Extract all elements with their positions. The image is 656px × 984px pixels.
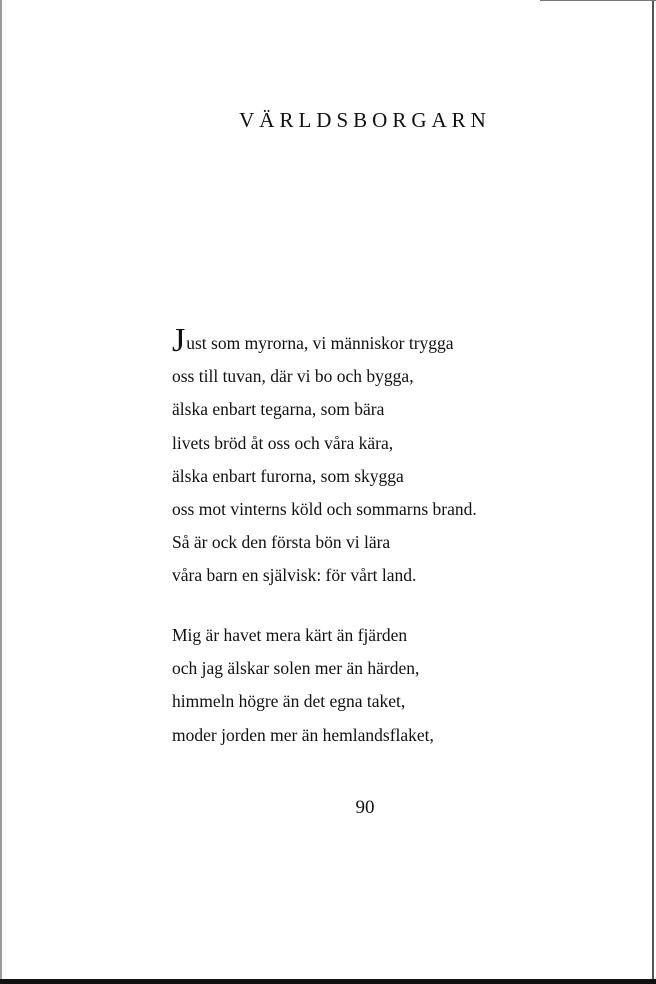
scan-edge-right <box>652 0 654 984</box>
poem-title: VÄRLDSBORGARN <box>239 108 491 132</box>
poem-line: oss mot vinterns köld och sommarns brand. <box>172 499 477 520</box>
stanza-1 <box>172 322 477 593</box>
poem-line: Så är ock den första bön vi lära <box>172 532 391 553</box>
stanza-2 <box>172 619 434 752</box>
drop-cap: J <box>172 322 186 359</box>
scan-edge-bottom <box>0 979 656 984</box>
poem-line: moder jorden mer än hemlandsflaket, <box>172 724 434 745</box>
poem-line: älska enbart furorna, som skygga <box>172 465 404 486</box>
scan-edge-left <box>0 0 2 984</box>
scan-edge-top <box>540 0 656 1</box>
poem-line: himmeln högre än det egna taket, <box>172 691 406 712</box>
poem-line: och jag älskar solen mer än härden, <box>172 658 420 679</box>
poem-line: oss till tuvan, där vi bo och bygga, <box>172 366 414 387</box>
poem-line: våra barn en självisk: för vårt land. <box>172 565 417 586</box>
poem-line <box>172 322 477 360</box>
poem-line: Mig är havet mera kärt än fjärden <box>172 625 408 645</box>
poem-line: älska enbart tegarna, som bära <box>172 399 385 420</box>
poem-line-text: ust som myrorna, vi människor trygga <box>186 333 454 353</box>
poem-line: livets bröd åt oss och våra kära, <box>172 432 394 453</box>
page-number: 90 <box>355 797 375 818</box>
